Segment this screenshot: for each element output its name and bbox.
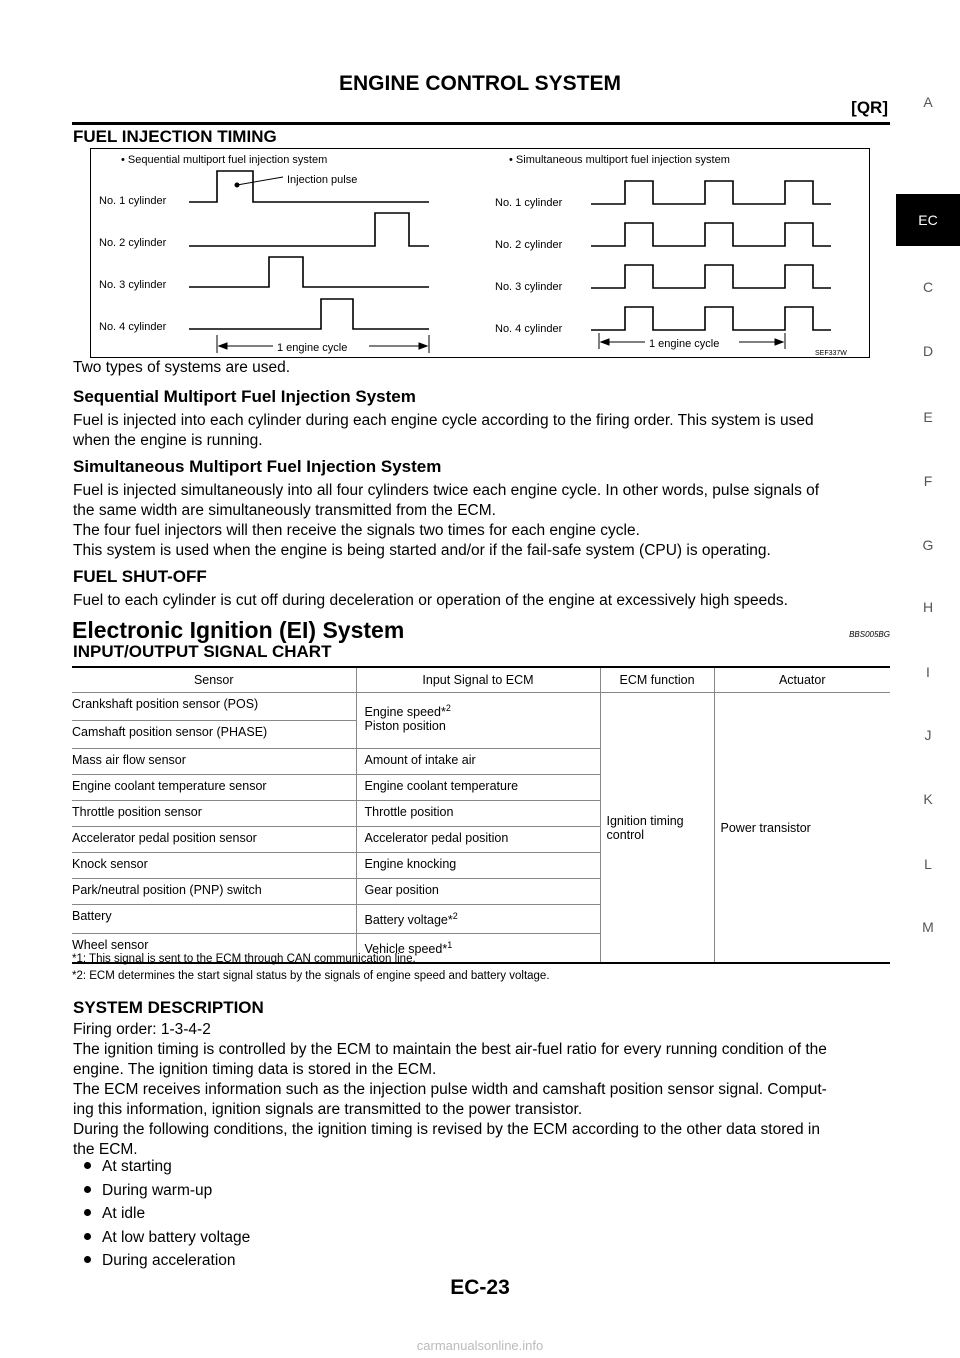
system-description-paragraph bbox=[73, 1020, 891, 1160]
text-line: Firing order: 1-3-4-2 bbox=[73, 1021, 211, 1038]
left-cyl-2-label: No. 2 cylinder bbox=[99, 237, 167, 249]
list-item bbox=[72, 1226, 250, 1250]
sensor-cell bbox=[72, 879, 356, 905]
side-tab-i[interactable]: I bbox=[926, 664, 930, 680]
text-line: During the following conditions, the ignition timing is revised by the ECM according to the other data stored in bbox=[73, 1121, 820, 1138]
text-line: Fuel is injected into each cylinder during each engine cycle according to the firing order. This system is used bbox=[73, 412, 814, 429]
text-line: This system is used when the engine is being started and/or if the fail-safe system (CPU) is operating. bbox=[73, 542, 771, 559]
list-item-text: During acceleration bbox=[102, 1252, 236, 1269]
input-text: Throttle position bbox=[364, 805, 454, 819]
col-header-sensor: Sensor bbox=[72, 667, 356, 693]
text-line: the ECM. bbox=[73, 1141, 138, 1158]
left-pulse-cyl-3 bbox=[189, 257, 429, 287]
footnote-marker: 2 bbox=[445, 703, 451, 713]
list-item bbox=[72, 1202, 250, 1226]
left-cycle-arrow-start bbox=[219, 343, 227, 349]
input-engine-speed bbox=[365, 703, 600, 719]
sensor-name: Mass air flow sensor bbox=[72, 753, 186, 767]
right-cycle-arrow-start bbox=[601, 339, 609, 345]
bullet-icon bbox=[84, 1256, 91, 1263]
side-tab-e[interactable]: E bbox=[923, 409, 933, 425]
sensor-cell bbox=[72, 905, 356, 934]
right-pulse-cyl-1 bbox=[591, 181, 831, 204]
input-text: Battery voltage* bbox=[364, 913, 453, 928]
side-tab-c[interactable]: C bbox=[922, 279, 934, 295]
sensor-cell bbox=[72, 721, 356, 749]
injection-timing-diagram bbox=[90, 148, 870, 358]
pulse-leader-line bbox=[237, 177, 283, 185]
input-text: Engine coolant temperature bbox=[364, 779, 519, 793]
footnote-2: *2: ECM determines the start signal status by the signals of engine speed and battery voltage. bbox=[72, 970, 550, 982]
section-title-electronic-ignition: Electronic Ignition (EI) System bbox=[72, 617, 405, 643]
side-tab-a[interactable]: A bbox=[923, 94, 933, 110]
sensor-name: Wheel sensor bbox=[72, 938, 149, 952]
side-tab-d[interactable]: D bbox=[922, 343, 934, 359]
list-item bbox=[72, 1155, 250, 1179]
sensor-name: Park/neutral position (PNP) switch bbox=[72, 883, 262, 897]
col-header-function: ECM function bbox=[600, 667, 714, 693]
list-item-text: At starting bbox=[102, 1158, 172, 1175]
intro-text: Two types of systems are used. bbox=[73, 359, 291, 376]
list-item-text: During warm-up bbox=[102, 1181, 213, 1199]
input-text: Accelerator pedal position bbox=[364, 831, 509, 845]
input-cell bbox=[356, 905, 600, 934]
col-header-input: Input Signal to ECM bbox=[356, 667, 600, 693]
function-line-2: control bbox=[606, 827, 645, 842]
left-cyl-3-label: No. 3 cylinder bbox=[99, 279, 167, 291]
left-pulse-cyl-2 bbox=[189, 213, 429, 246]
sensor-name: Throttle position sensor bbox=[72, 805, 202, 819]
text-line: The four fuel injectors will then receive the signals two times for each engine cycle. bbox=[73, 522, 640, 539]
input-cell bbox=[356, 879, 600, 905]
model-code: [QR] bbox=[851, 98, 888, 117]
input-text: Vehicle speed* bbox=[364, 942, 448, 957]
sensor-cell bbox=[72, 827, 356, 853]
sensor-name: Engine coolant temperature sensor bbox=[72, 779, 267, 793]
right-pulse-cyl-3 bbox=[591, 265, 831, 288]
text-line: the same width are simultaneously transmitted from the ECM. bbox=[73, 502, 496, 519]
text-line: Fuel is injected simultaneously into all four cylinders twice each engine cycle. In other words, pulse signals of bbox=[73, 482, 820, 499]
header-rule bbox=[72, 122, 890, 125]
diagram-code: SEF337W bbox=[815, 350, 847, 357]
right-cyl-2-label: No. 2 cylinder bbox=[495, 239, 563, 251]
io-signal-table bbox=[72, 666, 890, 964]
input-text: Amount of intake air bbox=[364, 753, 476, 767]
input-text: Engine knocking bbox=[364, 857, 457, 871]
list-item bbox=[72, 1179, 250, 1203]
list-item bbox=[72, 1249, 250, 1273]
bullet-icon bbox=[84, 1186, 91, 1193]
bullet-icon bbox=[84, 1233, 91, 1240]
sensor-name: Crankshaft position sensor (POS) bbox=[72, 697, 259, 711]
section-title-sequential: Sequential Multiport Fuel Injection System bbox=[73, 387, 416, 406]
diagram-left-title: • Sequential multiport fuel injection system bbox=[121, 154, 328, 166]
input-cell bbox=[356, 801, 600, 827]
left-cyl-4-label: No. 4 cylinder bbox=[99, 321, 167, 333]
side-tab-l[interactable]: L bbox=[924, 856, 932, 872]
sensor-name: Knock sensor bbox=[72, 857, 148, 871]
list-item-text: At low battery voltage bbox=[102, 1228, 251, 1246]
input-cell bbox=[356, 693, 600, 749]
input-cell bbox=[356, 749, 600, 775]
injection-pulse-label: Injection pulse bbox=[287, 174, 358, 186]
right-cyl-1-label: No. 1 cylinder bbox=[495, 197, 563, 209]
side-tab-m[interactable]: M bbox=[922, 919, 934, 935]
input-cell bbox=[356, 775, 600, 801]
text-line: The ignition timing is controlled by the ECM to maintain the best air-fuel ratio for every running condition of the bbox=[73, 1041, 827, 1058]
bullet-icon bbox=[84, 1209, 91, 1216]
side-tab-k[interactable]: K bbox=[923, 791, 933, 807]
pulse-leader-dot bbox=[235, 183, 239, 187]
conditions-list bbox=[72, 1155, 250, 1273]
simultaneous-paragraph bbox=[73, 481, 891, 561]
section-title-simultaneous: Simultaneous Multiport Fuel Injection System bbox=[73, 457, 442, 476]
text-line: engine. The ignition timing data is stored in the ECM. bbox=[73, 1061, 437, 1078]
watermark: carmanualsonline.info bbox=[416, 1338, 544, 1353]
footnote-marker: 2 bbox=[452, 911, 458, 921]
section-title-system-description: SYSTEM DESCRIPTION bbox=[73, 998, 264, 1017]
function-cell bbox=[600, 693, 714, 964]
text-line: The ECM receives information such as the injection pulse width and camshaft position sensor signal. Comput- bbox=[73, 1081, 827, 1098]
side-tab-j[interactable]: J bbox=[924, 727, 932, 743]
table-row bbox=[72, 693, 890, 721]
sensor-name: Camshaft position sensor (PHASE) bbox=[72, 725, 268, 739]
right-cyl-4-label: No. 4 cylinder bbox=[495, 323, 563, 335]
sequential-paragraph bbox=[73, 411, 891, 451]
sensor-name: Battery bbox=[72, 909, 112, 923]
sensor-name: Accelerator pedal position sensor bbox=[72, 831, 257, 845]
section-code: BBS005BG bbox=[849, 630, 890, 639]
input-text: Engine speed* bbox=[364, 705, 446, 720]
side-tab-f[interactable]: F bbox=[923, 473, 933, 489]
sensor-cell bbox=[72, 801, 356, 827]
page-number: EC-23 bbox=[450, 1276, 510, 1299]
input-text: Gear position bbox=[364, 883, 439, 897]
input-cell bbox=[356, 853, 600, 879]
right-pulse-cyl-4 bbox=[591, 307, 831, 330]
left-pulse-cyl-4 bbox=[189, 299, 429, 329]
input-cell bbox=[356, 827, 600, 853]
sensor-cell bbox=[72, 775, 356, 801]
left-cycle-label: 1 engine cycle bbox=[277, 342, 348, 354]
right-cyl-3-label: No. 3 cylinder bbox=[495, 281, 563, 293]
sensor-cell bbox=[72, 749, 356, 775]
col-header-actuator: Actuator bbox=[714, 667, 890, 693]
left-cyl-1-label: No. 1 cylinder bbox=[99, 195, 167, 207]
right-pulse-cyl-2 bbox=[591, 223, 831, 246]
right-cycle-arrow-end bbox=[775, 339, 783, 345]
page-title: ENGINE CONTROL SYSTEM bbox=[339, 72, 621, 95]
section-title-io-chart: INPUT/OUTPUT SIGNAL CHART bbox=[73, 642, 332, 661]
sensor-cell bbox=[72, 693, 356, 721]
section-title-fuel-shutoff: FUEL SHUT-OFF bbox=[73, 567, 207, 586]
function-line-1: Ignition timing bbox=[606, 813, 684, 828]
side-tab-ec-active[interactable]: EC bbox=[896, 194, 960, 246]
text-line: when the engine is running. bbox=[73, 432, 263, 449]
input-battery-voltage bbox=[365, 905, 600, 933]
footnote-1: *1: This signal is sent to the ECM through CAN communication line. bbox=[72, 953, 416, 965]
bullet-icon bbox=[84, 1162, 91, 1169]
actuator-cell: Power transistor bbox=[714, 693, 890, 964]
input-piston-position: Piston position bbox=[364, 719, 446, 734]
right-cycle-label: 1 engine cycle bbox=[649, 338, 720, 350]
table-header-row bbox=[72, 667, 890, 693]
sensor-cell bbox=[72, 853, 356, 879]
shutoff-paragraph: Fuel to each cylinder is cut off during deceleration or operation of the engine at excessively high speeds. bbox=[73, 592, 788, 609]
side-tab-h[interactable]: H bbox=[922, 599, 934, 615]
side-tab-g[interactable]: G bbox=[922, 537, 934, 553]
section-title-fuel-injection-timing: FUEL INJECTION TIMING bbox=[73, 127, 277, 146]
text-line: ing this information, ignition signals are transmitted to the power transistor. bbox=[73, 1101, 583, 1118]
list-item-text: At idle bbox=[102, 1205, 146, 1222]
diagram-right-title: • Simultaneous multiport fuel injection system bbox=[509, 154, 730, 166]
footnote-marker: 1 bbox=[447, 940, 453, 950]
left-cycle-arrow-end bbox=[419, 343, 427, 349]
timing-diagram-svg bbox=[91, 149, 869, 357]
